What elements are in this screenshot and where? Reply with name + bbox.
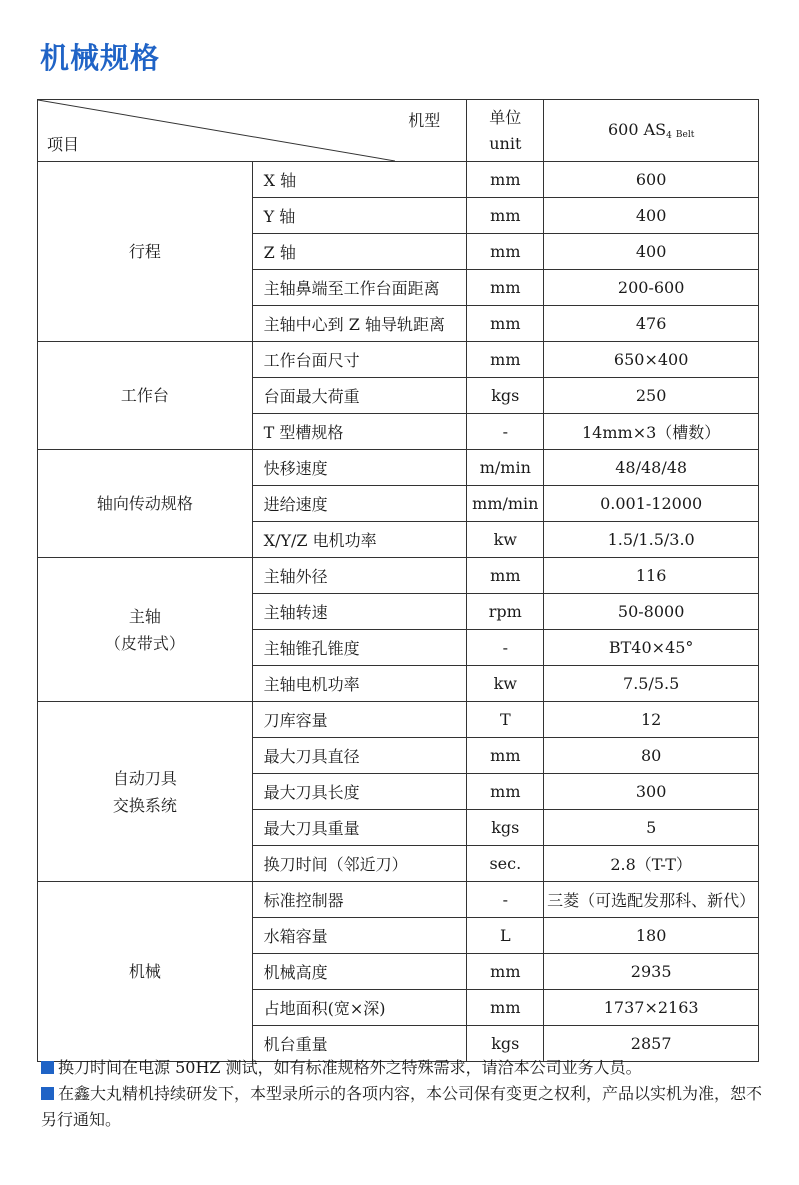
spec-unit: kw: [467, 666, 544, 702]
table-row: [38, 558, 759, 594]
spec-value: 三菱（可选配发那科、新代）: [544, 882, 759, 918]
spec-item: 主轴锥孔锥度: [252, 630, 467, 666]
spec-item: 工作台面尺寸: [252, 342, 467, 378]
spec-item: 最大刀具直径: [252, 738, 467, 774]
spec-item: Z 轴: [252, 234, 467, 270]
header-item-label: 项目: [47, 135, 80, 154]
spec-unit: mm: [467, 990, 544, 1026]
spec-item: X 轴: [252, 162, 467, 198]
spec-item: 进给速度: [252, 486, 467, 522]
table-row: [38, 342, 759, 378]
spec-unit: kgs: [467, 810, 544, 846]
header-model-label: 机型: [408, 111, 441, 130]
category-label-line2: 交换系统: [112, 795, 177, 815]
category-cell: [38, 162, 253, 342]
spec-unit: m/min: [467, 450, 544, 486]
spec-item: 快移速度: [252, 450, 467, 486]
spec-value: 400: [544, 234, 759, 270]
category-label: 轴向传动规格: [96, 494, 193, 513]
spec-item: 台面最大荷重: [252, 378, 467, 414]
spec-unit: -: [467, 882, 544, 918]
spec-value: 48/48/48: [544, 450, 759, 486]
category-label: 主轴: [128, 606, 161, 626]
spec-item: 主轴转速: [252, 594, 467, 630]
spec-unit: mm: [467, 738, 544, 774]
header-unit-cell: [467, 100, 544, 162]
category-label: 自动刀具: [112, 768, 177, 788]
category-cell: [38, 558, 253, 702]
spec-item: 刀库容量: [252, 702, 467, 738]
table-row: [38, 450, 759, 486]
spec-value: 300: [544, 774, 759, 810]
square-bullet-icon: [41, 1061, 54, 1074]
spec-unit: mm: [467, 558, 544, 594]
category-label: 行程: [128, 242, 161, 261]
spec-item: T 型槽规格: [252, 414, 467, 450]
spec-item: 主轴电机功率: [252, 666, 467, 702]
spec-value: 80: [544, 738, 759, 774]
spec-value: 180: [544, 918, 759, 954]
table-row: [38, 162, 759, 198]
spec-value: 0.001-12000: [544, 486, 759, 522]
header-unit-label-en: unit: [489, 133, 522, 153]
spec-unit: mm: [467, 270, 544, 306]
notes: [41, 1055, 763, 1133]
header-unit-label: 单位: [489, 107, 522, 127]
category-cell: [38, 702, 253, 882]
header-diagonal-cell: [38, 100, 467, 162]
spec-item: 主轴鼻端至工作台面距离: [252, 270, 467, 306]
spec-unit: mm: [467, 306, 544, 342]
spec-item: 标准控制器: [252, 882, 467, 918]
header-model-cell: [544, 100, 759, 162]
spec-unit: T: [467, 702, 544, 738]
spec-value: 250: [544, 378, 759, 414]
spec-unit: mm: [467, 234, 544, 270]
model-subscript: 4: [666, 131, 672, 141]
header-diagonal-line: [38, 100, 395, 161]
spec-item: 最大刀具重量: [252, 810, 467, 846]
spec-item: Y 轴: [252, 198, 467, 234]
spec-unit: -: [467, 414, 544, 450]
spec-value: 14mm×3（槽数）: [544, 414, 759, 450]
spec-unit: mm: [467, 198, 544, 234]
spec-unit: L: [467, 918, 544, 954]
model-suffix: Belt: [675, 130, 695, 140]
note-text: 换刀时间在电源 50HZ 测试，如有标准规格外之特殊需求，请洽本公司业务人员。: [58, 1058, 642, 1077]
spec-value: 200-600: [544, 270, 759, 306]
spec-item: 机台重量: [252, 1026, 467, 1062]
category-label-line2: （皮带式）: [104, 633, 185, 653]
spec-unit: mm: [467, 342, 544, 378]
spec-unit: mm/min: [467, 486, 544, 522]
category-label: 工作台: [120, 386, 169, 405]
spec-value: 12: [544, 702, 759, 738]
spec-table: [37, 99, 759, 1062]
page-title: 机械规格: [40, 41, 161, 75]
model-name: 600 AS: [608, 120, 667, 139]
table-header-row: [38, 100, 759, 162]
spec-value: 7.5/5.5: [544, 666, 759, 702]
table-row: [38, 882, 759, 918]
spec-value: 116: [544, 558, 759, 594]
spec-unit: mm: [467, 954, 544, 990]
spec-unit: kgs: [467, 1026, 544, 1062]
spec-item: 水箱容量: [252, 918, 467, 954]
category-cell: [38, 882, 253, 1062]
category-label: 机械: [128, 962, 161, 981]
spec-unit: mm: [467, 774, 544, 810]
spec-value: 650×400: [544, 342, 759, 378]
note-text: 在鑫大丸精机持续研发下，本型录所示的各项内容，本公司保有变更之权利，产品以实机为准，恕不另行通知。: [41, 1084, 763, 1129]
note-2: [41, 1081, 763, 1133]
spec-item: X/Y/Z 电机功率: [252, 522, 467, 558]
spec-value: 476: [544, 306, 759, 342]
spec-value: 2857: [544, 1026, 759, 1062]
spec-item: 最大刀具长度: [252, 774, 467, 810]
spec-value: 5: [544, 810, 759, 846]
square-bullet-icon: [41, 1087, 54, 1100]
category-cell: [38, 450, 253, 558]
spec-value: 1737×2163: [544, 990, 759, 1026]
table-row: [38, 702, 759, 738]
spec-value: 1.5/1.5/3.0: [544, 522, 759, 558]
category-cell: [38, 342, 253, 450]
spec-unit: -: [467, 630, 544, 666]
spec-unit: sec.: [467, 846, 544, 882]
spec-value: 2935: [544, 954, 759, 990]
spec-item: 换刀时间（邻近刀）: [252, 846, 467, 882]
spec-value: 400: [544, 198, 759, 234]
spec-item: 主轴中心到 Z 轴导轨距离: [252, 306, 467, 342]
spec-unit: mm: [467, 162, 544, 198]
spec-unit: rpm: [467, 594, 544, 630]
spec-item: 机械高度: [252, 954, 467, 990]
spec-value: 600: [544, 162, 759, 198]
spec-value: 50-8000: [544, 594, 759, 630]
spec-unit: kw: [467, 522, 544, 558]
spec-item: 占地面积(宽×深): [252, 990, 467, 1026]
spec-value: BT40×45°: [544, 630, 759, 666]
spec-item: 主轴外径: [252, 558, 467, 594]
spec-unit: kgs: [467, 378, 544, 414]
note-1: [41, 1055, 763, 1081]
spec-value: 2.8（T-T）: [544, 846, 759, 882]
